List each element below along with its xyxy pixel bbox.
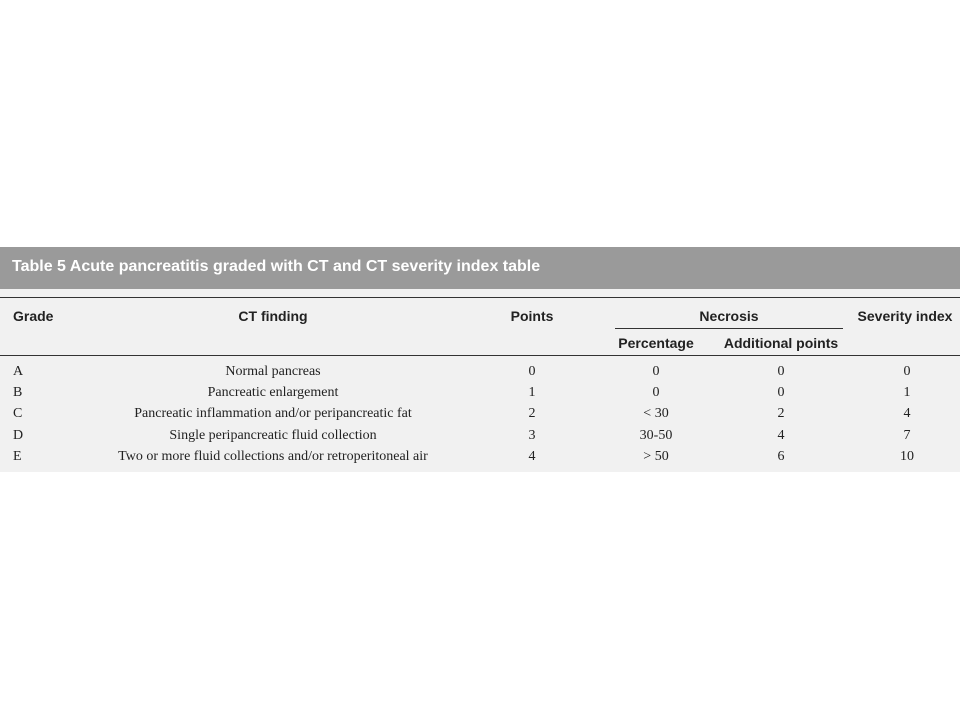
cell-severity: 1 (903, 385, 911, 400)
necrosis-rule (615, 328, 843, 329)
cell-additional: 2 (777, 406, 785, 421)
header-severity-index: Severity index (857, 308, 953, 324)
cell-grade: A (13, 364, 24, 379)
severity-table (0, 247, 960, 472)
cell-percentage: 30-50 (639, 428, 673, 443)
cell-severity: 10 (900, 449, 914, 464)
cell-percentage: < 30 (643, 406, 669, 421)
cell-additional: 4 (777, 428, 785, 443)
cell-points: 3 (528, 428, 536, 443)
cell-additional: 0 (777, 385, 785, 400)
cell-finding: Two or more fluid collections and/or retroperitoneal air (118, 449, 428, 464)
table-caption: Table 5 Acute pancreatitis graded with CT and CT severity index table (12, 258, 541, 275)
cell-finding: Pancreatic enlargement (207, 385, 339, 400)
header-rule (0, 355, 960, 356)
cell-severity: 0 (903, 364, 911, 379)
cell-grade: D (13, 428, 24, 443)
cell-severity: 4 (903, 406, 911, 421)
cell-severity: 7 (903, 428, 911, 443)
top-rule (0, 297, 960, 298)
header-ct-finding: CT finding (238, 308, 308, 324)
table-caption-bar (0, 247, 960, 289)
cell-percentage: 0 (652, 364, 660, 379)
cell-grade: C (13, 406, 23, 421)
cell-additional: 6 (777, 449, 785, 464)
cell-percentage: 0 (652, 385, 660, 400)
cell-grade: B (13, 385, 23, 400)
header-points: Points (510, 308, 554, 324)
header-grade: Grade (13, 308, 54, 324)
cell-finding: Pancreatic inflammation and/or peripancreatic fat (134, 406, 412, 421)
cell-additional: 0 (777, 364, 785, 379)
cell-points: 1 (528, 385, 536, 400)
cell-percentage: > 50 (643, 449, 669, 464)
cell-finding: Single peripancreatic fluid collection (169, 428, 377, 443)
cell-points: 0 (528, 364, 536, 379)
header-additional-points: Additional points (723, 335, 839, 351)
cell-grade: E (13, 449, 22, 464)
cell-points: 2 (528, 406, 536, 421)
cell-finding: Normal pancreas (225, 364, 321, 379)
header-percentage: Percentage (618, 335, 694, 351)
cell-points: 4 (528, 449, 536, 464)
header-necrosis: Necrosis (699, 308, 759, 324)
